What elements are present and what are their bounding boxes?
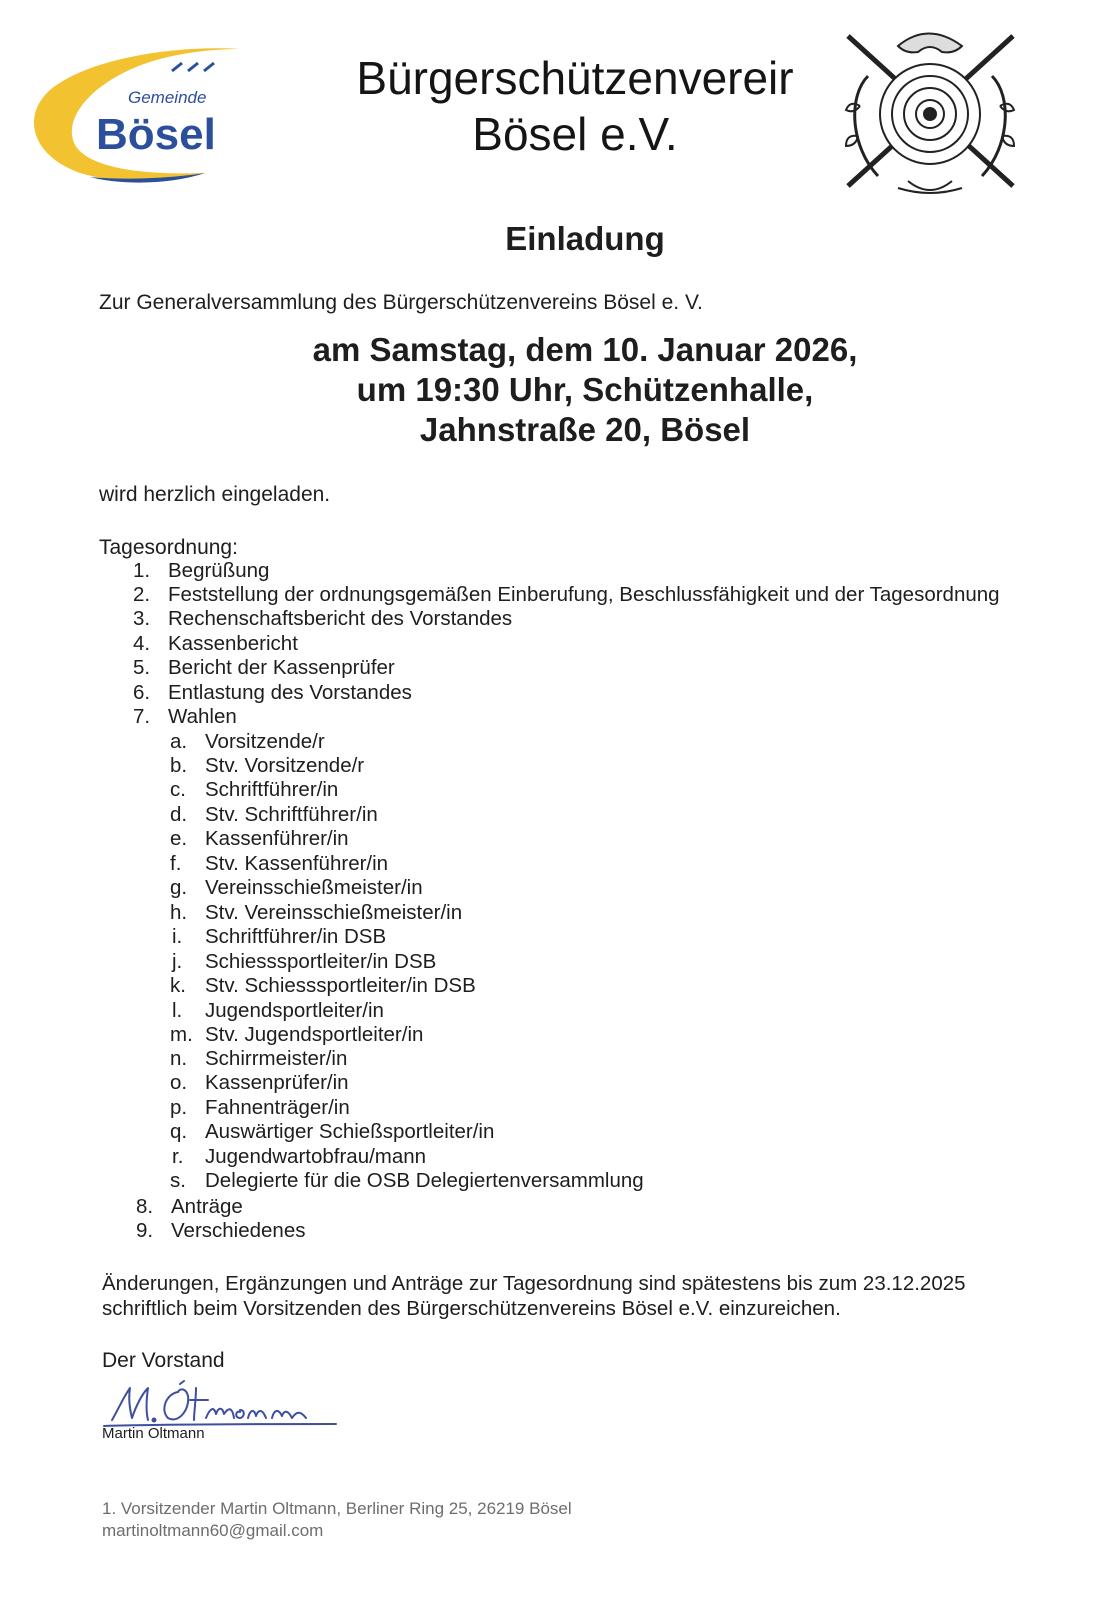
sub-item-letter: i. — [172, 925, 183, 948]
logo-small-text: Gemeinde — [128, 88, 207, 107]
sub-item-text: Vorsitzende/r — [205, 730, 325, 753]
deadline-notice — [102, 1271, 966, 1321]
club-title — [330, 50, 820, 162]
agenda-item-text: Feststellung der ordnungsgemäßen Einberufung, Beschlussfähigkeit und der Tagesordnung — [168, 583, 1000, 606]
sub-item-letter: h. — [170, 901, 188, 924]
sub-item-letter: f. — [170, 852, 182, 875]
sub-item-text: Schriftführer/in DSB — [205, 925, 387, 948]
agenda-item-number: 9. — [136, 1219, 154, 1242]
sub-item-letter: p. — [170, 1096, 188, 1119]
intro-text: Zur Generalversammlung des Bürgerschützenvereins Bösel e. V. — [99, 291, 703, 314]
datetime-line2: um 19:30 Uhr, Schützenhalle, — [356, 371, 814, 408]
page-title: Einladung — [505, 220, 665, 257]
sub-item-letter: a. — [170, 730, 188, 753]
sub-item-text: Stv. Kassenführer/in — [205, 852, 389, 875]
club-title-line2: Bösel e.V. — [472, 108, 678, 160]
sub-item-letter: s. — [170, 1169, 186, 1192]
agenda-item-number: 8. — [136, 1195, 154, 1218]
sub-item-letter: e. — [170, 827, 188, 850]
club-title-line1: Bürgerschützenvereir — [356, 52, 794, 104]
datetime-line3: Jahnstraße 20, Bösel — [419, 411, 751, 448]
sub-item-letter: d. — [170, 803, 188, 826]
sub-item-text: Vereinsschießmeister/in — [205, 876, 423, 899]
shooting-club-emblem-icon — [838, 16, 1023, 206]
gemeinde-boesel-logo — [30, 45, 250, 190]
datetime-line1: am Samstag, dem 10. Januar 2026, — [312, 331, 858, 368]
sub-item-text: Jugendsportleiter/in — [205, 999, 384, 1022]
logo-name: Bösel — [96, 110, 216, 159]
deadline-line1: Änderungen, Ergänzungen und Anträge zur Tagesordnung sind spätestens bis zum 23.12.2025 — [102, 1272, 966, 1295]
agenda-item-text: Bericht der Kassenprüfer — [168, 656, 395, 679]
signer-name: Martin Oltmann — [102, 1425, 205, 1442]
agenda-item-text: Begrüßung — [168, 559, 270, 582]
sub-item-text: Stv. Vorsitzende/r — [205, 754, 365, 777]
sub-item-text: Delegierte für die OSB Delegiertenversammlung — [205, 1169, 644, 1192]
sub-item-letter: n. — [170, 1047, 188, 1070]
sub-item-letter: c. — [170, 778, 186, 801]
deadline-line2: schriftlich beim Vorsitzenden des Bürgerschützenvereins Bösel e.V. einzureichen. — [102, 1297, 841, 1320]
agenda-item-number: 2. — [133, 583, 151, 606]
sub-item-text: Schriftführer/in — [205, 778, 339, 801]
agenda-item-text: Wahlen — [168, 705, 237, 728]
sub-item-text: Stv. Jugendsportleiter/in — [205, 1023, 424, 1046]
sub-item-text: Kassenprüfer/in — [205, 1071, 349, 1094]
sub-item-letter: j. — [172, 950, 183, 973]
sub-item-letter: k. — [170, 974, 186, 997]
footer-email: martinoltmann60@gmail.com — [102, 1521, 324, 1540]
sub-item-letter: q. — [170, 1120, 188, 1143]
board-signoff: Der Vorstand — [102, 1349, 225, 1372]
agenda-item-text: Rechenschaftsbericht des Vorstandes — [168, 607, 513, 630]
agenda-item-text: Kassenbericht — [168, 632, 298, 655]
sub-item-text: Schiesssportleiter/in DSB — [205, 950, 437, 973]
sub-item-letter: r. — [172, 1145, 184, 1168]
sub-item-text: Jugendwartobfrau/mann — [205, 1145, 427, 1168]
agenda-item-text: Verschiedenes — [171, 1219, 306, 1242]
sub-item-text: Stv. Schriftführer/in — [205, 803, 378, 826]
agenda-item-number: 6. — [133, 681, 151, 704]
agenda-label: Tagesordnung: — [99, 536, 238, 559]
sub-item-text: Kassenführer/in — [205, 827, 349, 850]
sub-item-letter: m. — [170, 1023, 193, 1046]
sub-item-text: Stv. Schiesssportleiter/in DSB — [205, 974, 476, 997]
agenda-item-number: 3. — [133, 607, 151, 630]
sub-item-letter: o. — [170, 1071, 188, 1094]
sub-item-text: Auswärtiger Schießsportleiter/in — [205, 1120, 495, 1143]
footer-address: 1. Vorsitzender Martin Oltmann, Berliner Ring 25, 26219 Bösel — [102, 1499, 572, 1518]
agenda-item-number: 7. — [133, 705, 151, 728]
invited-text: wird herzlich eingeladen. — [99, 483, 331, 506]
agenda-item-text: Anträge — [171, 1195, 243, 1218]
sub-item-letter: b. — [170, 754, 188, 777]
agenda-item-number: 4. — [133, 632, 151, 655]
sub-item-text: Schirrmeister/in — [205, 1047, 348, 1070]
agenda-item-text: Entlastung des Vorstandes — [168, 681, 412, 704]
sub-item-text: Fahnenträger/in — [205, 1096, 350, 1119]
sub-item-letter: l. — [172, 999, 183, 1022]
sub-item-text: Stv. Vereinsschießmeister/in — [205, 901, 463, 924]
agenda-item-number: 5. — [133, 656, 151, 679]
agenda-item-number: 1. — [133, 559, 151, 582]
sub-item-letter: g. — [170, 876, 188, 899]
footer-contact — [102, 1498, 572, 1542]
